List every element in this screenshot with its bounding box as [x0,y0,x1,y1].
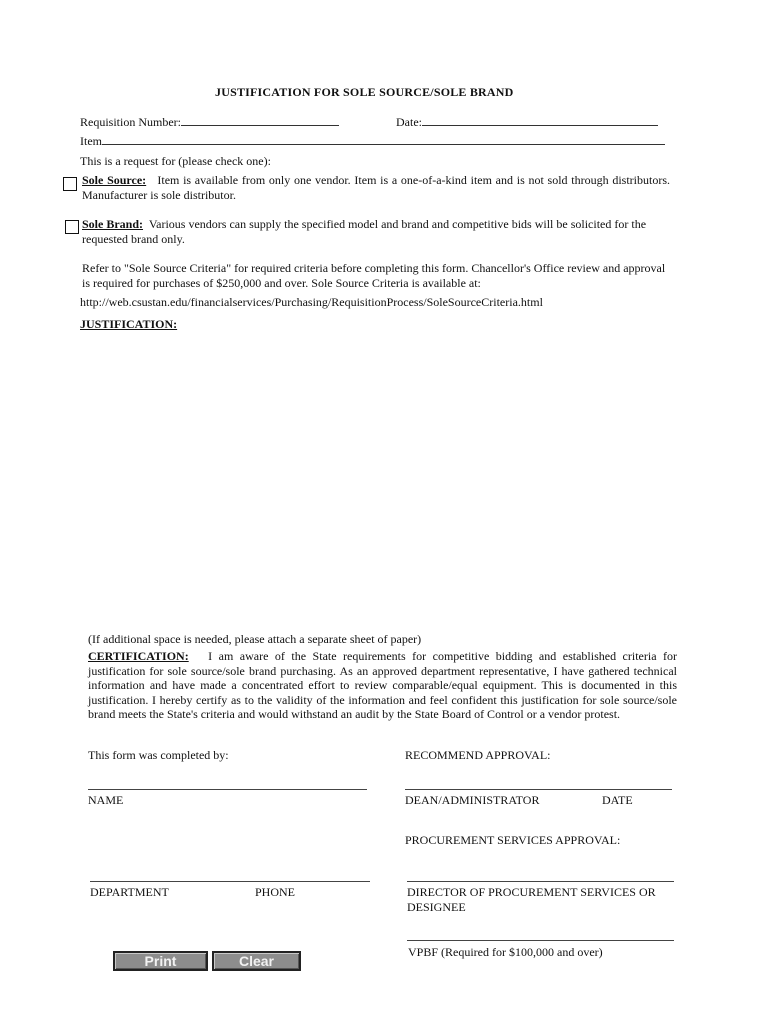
certification-block [88,649,677,722]
recommend-approval-label: RECOMMEND APPROVAL: [405,748,551,762]
request-prompt: This is a request for (please check one): [80,154,271,168]
date-field[interactable] [422,114,658,126]
form-title: JUSTIFICATION FOR SOLE SOURCE/SOLE BRAND [215,85,514,99]
phone-label: PHONE [255,885,296,899]
date-row [396,114,658,130]
director-label: DIRECTOR OF PROCUREMENT SERVICES OR DESIGNEE [407,885,656,914]
vpbf-label: VPBF (Required for $100,000 and over) [408,945,603,959]
requisition-label: Requisition Number: [80,115,181,129]
procurement-approval-label: PROCUREMENT SERVICES APPROVAL: [405,833,621,847]
print-button[interactable]: Print [113,951,208,971]
sole-brand-text: Various vendors can supply the specified model and brand and competitive bids will be solicited for the requested brand only. [82,217,647,246]
criteria-url[interactable]: http://web.csustan.edu/financialservices/Purchasing/RequisitionProcess/SoleSourceCriteria.html [80,295,543,309]
item-row [80,133,665,149]
justification-heading: JUSTIFICATION: [80,317,178,331]
additional-space-note: (If additional space is needed, please attach a separate sheet of paper) [88,632,422,646]
sole-source-checkbox[interactable] [63,177,77,191]
requisition-number-field[interactable] [181,114,339,126]
date-label: Date: [396,115,422,129]
department-signature-line[interactable] [90,881,370,882]
certification-heading: CERTIFICATION: [88,649,189,663]
sole-source-label: Sole Source: [82,173,147,187]
name-label: NAME [88,793,124,807]
item-field[interactable] [102,133,665,145]
vpbf-signature-line[interactable] [407,940,674,941]
name-signature-line[interactable] [88,789,367,790]
certification-text: I am aware of the State requirements for competitive bidding and established criteria for justification for sole source/sole brand purchasing. As an approved department representative, I have gathered technical information and have made a concentrated effort to review comparable/equal equipment. This is documented in this justification. I hereby certify as to the validity of the information and feel confident this justification for sole source/sole brand meets the State's criteria and would withstand an audit by the State Board of Control or a vendor protest. [88,649,678,721]
requisition-row [80,114,339,130]
completed-by-label: This form was completed by: [88,748,229,762]
item-label: Item [80,134,102,148]
justification-input-area[interactable] [80,338,680,623]
sole-source-option [82,173,670,203]
sole-brand-checkbox[interactable] [65,220,79,234]
dean-label: DEAN/ADMINISTRATOR [405,793,540,807]
dean-signature-line[interactable] [405,789,672,790]
sole-brand-label: Sole Brand: [82,217,144,231]
dean-date-label: DATE [602,793,633,807]
sole-brand-option [82,217,672,247]
department-label: DEPARTMENT [90,885,169,899]
clear-button[interactable]: Clear [212,951,301,971]
refer-text: Refer to "Sole Source Criteria" for required criteria before completing this form. Chancellor's Office review and approval is required for purchases of $250,000 and over. Sole Source Criteria is available at: [82,261,666,290]
sole-source-text: Item is available from only one vendor. Item is a one-of-a-kind item and is not sold through distributors. Manufacturer is sole distributor. [82,173,670,202]
director-signature-line[interactable] [407,881,674,882]
